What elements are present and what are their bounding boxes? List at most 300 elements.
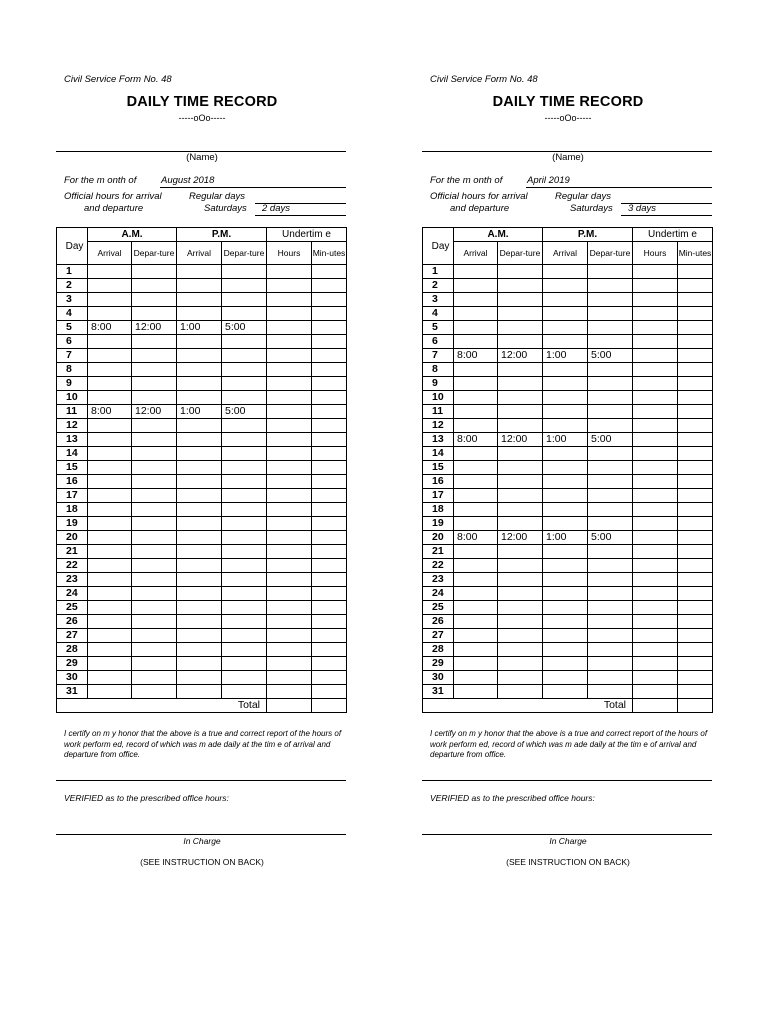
pm-departure-cell[interactable] (222, 545, 267, 559)
am-departure-cell[interactable] (498, 279, 543, 293)
minutes-cell[interactable] (678, 615, 713, 629)
minutes-cell[interactable] (312, 279, 347, 293)
pm-arrival-cell[interactable] (543, 601, 588, 615)
am-arrival-cell[interactable] (454, 461, 498, 475)
total-hours-cell[interactable] (633, 699, 678, 713)
pm-arrival-cell[interactable] (177, 419, 222, 433)
pm-departure-cell[interactable] (222, 377, 267, 391)
am-arrival-cell[interactable] (88, 601, 132, 615)
hours-cell[interactable] (267, 517, 312, 531)
minutes-cell[interactable] (312, 503, 347, 517)
minutes-cell[interactable] (678, 545, 713, 559)
am-departure-cell[interactable] (132, 629, 177, 643)
am-departure-cell[interactable] (498, 629, 543, 643)
pm-arrival-cell[interactable] (177, 447, 222, 461)
pm-arrival-cell[interactable] (177, 629, 222, 643)
pm-departure-cell[interactable] (222, 489, 267, 503)
am-departure-cell[interactable] (132, 545, 177, 559)
am-departure-cell[interactable] (132, 517, 177, 531)
pm-arrival-cell[interactable] (543, 643, 588, 657)
pm-arrival-cell[interactable] (177, 377, 222, 391)
pm-departure-cell[interactable] (588, 559, 633, 573)
hours-cell[interactable] (267, 685, 312, 699)
minutes-cell[interactable] (678, 321, 713, 335)
am-departure-cell[interactable] (132, 573, 177, 587)
am-departure-cell[interactable] (498, 685, 543, 699)
pm-arrival-cell[interactable] (177, 461, 222, 475)
pm-departure-cell[interactable] (222, 559, 267, 573)
am-arrival-cell[interactable] (454, 657, 498, 671)
hours-cell[interactable] (633, 629, 678, 643)
pm-departure-cell[interactable] (588, 545, 633, 559)
pm-arrival-cell[interactable] (543, 335, 588, 349)
am-departure-cell[interactable] (132, 615, 177, 629)
am-arrival-cell[interactable] (88, 419, 132, 433)
pm-arrival-cell[interactable] (543, 475, 588, 489)
hours-cell[interactable] (633, 671, 678, 685)
minutes-cell[interactable] (678, 629, 713, 643)
am-departure-cell[interactable] (498, 587, 543, 601)
pm-departure-cell[interactable] (588, 503, 633, 517)
pm-arrival-cell[interactable] (177, 489, 222, 503)
minutes-cell[interactable] (312, 489, 347, 503)
am-arrival-cell[interactable] (454, 587, 498, 601)
pm-arrival-cell[interactable] (177, 279, 222, 293)
pm-departure-cell[interactable] (222, 433, 267, 447)
am-arrival-cell[interactable] (454, 363, 498, 377)
pm-arrival-cell[interactable] (177, 363, 222, 377)
am-departure-cell[interactable] (498, 419, 543, 433)
am-arrival-cell[interactable] (88, 265, 132, 279)
pm-arrival-cell[interactable] (543, 461, 588, 475)
am-departure-cell[interactable] (132, 377, 177, 391)
pm-arrival-cell[interactable] (177, 391, 222, 405)
am-departure-cell[interactable]: 12:00 (498, 433, 543, 447)
minutes-cell[interactable] (312, 363, 347, 377)
am-departure-cell[interactable] (132, 531, 177, 545)
pm-arrival-cell[interactable] (543, 685, 588, 699)
hours-cell[interactable] (633, 293, 678, 307)
am-arrival-cell[interactable] (454, 545, 498, 559)
minutes-cell[interactable] (312, 419, 347, 433)
pm-arrival-cell[interactable] (177, 531, 222, 545)
pm-arrival-cell[interactable] (543, 503, 588, 517)
hours-cell[interactable] (633, 405, 678, 419)
pm-departure-cell[interactable] (222, 685, 267, 699)
hours-cell[interactable] (267, 559, 312, 573)
am-departure-cell[interactable] (498, 671, 543, 685)
hours-cell[interactable] (267, 293, 312, 307)
hours-cell[interactable] (633, 265, 678, 279)
hours-cell[interactable] (267, 447, 312, 461)
hours-cell[interactable] (633, 419, 678, 433)
hours-cell[interactable] (633, 503, 678, 517)
pm-departure-cell[interactable]: 5:00 (588, 433, 633, 447)
am-arrival-cell[interactable] (88, 461, 132, 475)
pm-arrival-cell[interactable] (177, 307, 222, 321)
am-departure-cell[interactable] (498, 489, 543, 503)
am-departure-cell[interactable] (498, 265, 543, 279)
pm-departure-cell[interactable] (588, 601, 633, 615)
pm-arrival-cell[interactable] (177, 587, 222, 601)
pm-arrival-cell[interactable] (543, 391, 588, 405)
hours-cell[interactable] (267, 657, 312, 671)
pm-arrival-cell[interactable] (543, 321, 588, 335)
am-departure-cell[interactable] (498, 643, 543, 657)
total-minutes-cell[interactable] (312, 699, 347, 713)
am-arrival-cell[interactable] (454, 615, 498, 629)
minutes-cell[interactable] (678, 461, 713, 475)
am-arrival-cell[interactable] (88, 489, 132, 503)
pm-arrival-cell[interactable] (177, 349, 222, 363)
minutes-cell[interactable] (312, 461, 347, 475)
minutes-cell[interactable] (678, 293, 713, 307)
pm-arrival-cell[interactable] (177, 293, 222, 307)
hours-cell[interactable] (633, 545, 678, 559)
am-arrival-cell[interactable] (454, 405, 498, 419)
minutes-cell[interactable] (678, 671, 713, 685)
pm-departure-cell[interactable] (222, 587, 267, 601)
am-arrival-cell[interactable] (88, 531, 132, 545)
pm-arrival-cell[interactable]: 1:00 (543, 531, 588, 545)
minutes-cell[interactable] (312, 391, 347, 405)
pm-departure-cell[interactable] (222, 307, 267, 321)
minutes-cell[interactable] (678, 279, 713, 293)
minutes-cell[interactable] (678, 531, 713, 545)
pm-arrival-cell[interactable] (177, 335, 222, 349)
pm-departure-cell[interactable] (222, 279, 267, 293)
month-field[interactable] (526, 175, 712, 188)
minutes-cell[interactable] (678, 517, 713, 531)
pm-arrival-cell[interactable] (177, 671, 222, 685)
am-arrival-cell[interactable] (88, 503, 132, 517)
pm-departure-cell[interactable] (588, 419, 633, 433)
minutes-cell[interactable] (312, 433, 347, 447)
minutes-cell[interactable] (678, 447, 713, 461)
am-arrival-cell[interactable] (88, 447, 132, 461)
minutes-cell[interactable] (312, 545, 347, 559)
am-departure-cell[interactable] (498, 573, 543, 587)
am-departure-cell[interactable] (498, 503, 543, 517)
hours-cell[interactable] (267, 531, 312, 545)
pm-departure-cell[interactable] (222, 363, 267, 377)
am-departure-cell[interactable] (498, 657, 543, 671)
pm-departure-cell[interactable]: 5:00 (222, 321, 267, 335)
hours-cell[interactable] (267, 405, 312, 419)
pm-arrival-cell[interactable] (177, 503, 222, 517)
hours-cell[interactable] (633, 587, 678, 601)
minutes-cell[interactable] (312, 321, 347, 335)
am-arrival-cell[interactable]: 8:00 (88, 405, 132, 419)
pm-arrival-cell[interactable] (543, 279, 588, 293)
minutes-cell[interactable] (312, 573, 347, 587)
am-arrival-cell[interactable] (88, 629, 132, 643)
am-departure-cell[interactable] (498, 321, 543, 335)
pm-departure-cell[interactable]: 5:00 (588, 531, 633, 545)
hours-cell[interactable] (267, 489, 312, 503)
minutes-cell[interactable] (312, 629, 347, 643)
pm-arrival-cell[interactable] (177, 433, 222, 447)
minutes-cell[interactable] (678, 573, 713, 587)
pm-arrival-cell[interactable] (543, 363, 588, 377)
am-departure-cell[interactable] (498, 517, 543, 531)
am-arrival-cell[interactable] (88, 573, 132, 587)
pm-departure-cell[interactable] (222, 265, 267, 279)
minutes-cell[interactable] (678, 601, 713, 615)
hours-cell[interactable] (267, 587, 312, 601)
pm-departure-cell[interactable] (222, 671, 267, 685)
hours-cell[interactable] (633, 433, 678, 447)
hours-cell[interactable] (267, 321, 312, 335)
pm-departure-cell[interactable] (222, 419, 267, 433)
pm-arrival-cell[interactable] (543, 657, 588, 671)
am-departure-cell[interactable] (132, 657, 177, 671)
hours-cell[interactable] (267, 377, 312, 391)
pm-departure-cell[interactable] (588, 587, 633, 601)
minutes-cell[interactable] (312, 531, 347, 545)
am-arrival-cell[interactable]: 8:00 (454, 531, 498, 545)
am-departure-cell[interactable] (132, 489, 177, 503)
hours-cell[interactable] (633, 377, 678, 391)
pm-arrival-cell[interactable] (543, 405, 588, 419)
pm-departure-cell[interactable] (588, 489, 633, 503)
pm-arrival-cell[interactable] (543, 307, 588, 321)
hours-cell[interactable] (267, 349, 312, 363)
hours-cell[interactable] (633, 475, 678, 489)
am-departure-cell[interactable] (132, 335, 177, 349)
pm-arrival-cell[interactable] (543, 377, 588, 391)
minutes-cell[interactable] (678, 405, 713, 419)
pm-departure-cell[interactable] (588, 447, 633, 461)
saturdays-field[interactable] (255, 203, 346, 216)
am-departure-cell[interactable] (498, 461, 543, 475)
minutes-cell[interactable] (678, 349, 713, 363)
pm-departure-cell[interactable]: 5:00 (222, 405, 267, 419)
pm-arrival-cell[interactable] (543, 559, 588, 573)
am-departure-cell[interactable] (132, 265, 177, 279)
hours-cell[interactable] (633, 685, 678, 699)
am-arrival-cell[interactable] (454, 447, 498, 461)
minutes-cell[interactable] (312, 335, 347, 349)
pm-arrival-cell[interactable]: 1:00 (543, 349, 588, 363)
am-departure-cell[interactable] (498, 377, 543, 391)
pm-arrival-cell[interactable] (177, 643, 222, 657)
pm-arrival-cell[interactable] (177, 545, 222, 559)
pm-departure-cell[interactable] (222, 475, 267, 489)
pm-arrival-cell[interactable] (543, 615, 588, 629)
am-departure-cell[interactable] (132, 419, 177, 433)
minutes-cell[interactable] (312, 405, 347, 419)
minutes-cell[interactable] (678, 433, 713, 447)
pm-departure-cell[interactable] (588, 475, 633, 489)
pm-arrival-cell[interactable]: 1:00 (177, 321, 222, 335)
am-departure-cell[interactable] (132, 643, 177, 657)
am-arrival-cell[interactable] (454, 559, 498, 573)
minutes-cell[interactable] (312, 517, 347, 531)
am-arrival-cell[interactable] (454, 685, 498, 699)
pm-departure-cell[interactable] (222, 349, 267, 363)
pm-arrival-cell[interactable] (177, 475, 222, 489)
pm-arrival-cell[interactable] (177, 559, 222, 573)
minutes-cell[interactable] (678, 587, 713, 601)
pm-departure-cell[interactable] (222, 573, 267, 587)
pm-departure-cell[interactable] (588, 573, 633, 587)
am-departure-cell[interactable] (498, 475, 543, 489)
minutes-cell[interactable] (312, 265, 347, 279)
hours-cell[interactable] (633, 307, 678, 321)
hours-cell[interactable] (633, 363, 678, 377)
am-arrival-cell[interactable] (88, 433, 132, 447)
pm-departure-cell[interactable] (222, 643, 267, 657)
am-departure-cell[interactable] (132, 363, 177, 377)
hours-cell[interactable] (267, 363, 312, 377)
minutes-cell[interactable] (312, 643, 347, 657)
hours-cell[interactable] (267, 307, 312, 321)
pm-arrival-cell[interactable] (543, 573, 588, 587)
hours-cell[interactable] (267, 391, 312, 405)
pm-arrival-cell[interactable] (543, 671, 588, 685)
pm-arrival-cell[interactable] (543, 419, 588, 433)
minutes-cell[interactable] (312, 559, 347, 573)
pm-departure-cell[interactable] (222, 517, 267, 531)
pm-departure-cell[interactable] (588, 671, 633, 685)
am-arrival-cell[interactable] (88, 391, 132, 405)
pm-arrival-cell[interactable] (543, 517, 588, 531)
pm-departure-cell[interactable] (588, 335, 633, 349)
minutes-cell[interactable] (678, 335, 713, 349)
am-arrival-cell[interactable] (454, 293, 498, 307)
pm-arrival-cell[interactable] (543, 489, 588, 503)
hours-cell[interactable] (267, 573, 312, 587)
minutes-cell[interactable] (678, 265, 713, 279)
am-departure-cell[interactable]: 12:00 (132, 321, 177, 335)
am-arrival-cell[interactable] (88, 657, 132, 671)
pm-arrival-cell[interactable] (177, 265, 222, 279)
minutes-cell[interactable] (312, 685, 347, 699)
pm-departure-cell[interactable] (588, 391, 633, 405)
saturdays-field[interactable] (621, 203, 712, 216)
am-departure-cell[interactable] (498, 293, 543, 307)
am-arrival-cell[interactable] (88, 335, 132, 349)
minutes-cell[interactable] (312, 587, 347, 601)
am-arrival-cell[interactable] (454, 671, 498, 685)
pm-arrival-cell[interactable] (543, 447, 588, 461)
am-departure-cell[interactable] (132, 279, 177, 293)
am-departure-cell[interactable]: 12:00 (498, 531, 543, 545)
hours-cell[interactable] (633, 531, 678, 545)
pm-departure-cell[interactable] (588, 629, 633, 643)
pm-arrival-cell[interactable] (177, 657, 222, 671)
am-arrival-cell[interactable] (88, 545, 132, 559)
total-minutes-cell[interactable] (678, 699, 713, 713)
hours-cell[interactable] (633, 349, 678, 363)
am-arrival-cell[interactable] (454, 419, 498, 433)
pm-departure-cell[interactable] (222, 447, 267, 461)
am-arrival-cell[interactable] (88, 587, 132, 601)
pm-departure-cell[interactable] (588, 643, 633, 657)
am-departure-cell[interactable] (132, 671, 177, 685)
hours-cell[interactable] (633, 615, 678, 629)
am-departure-cell[interactable]: 12:00 (498, 349, 543, 363)
pm-departure-cell[interactable] (222, 531, 267, 545)
pm-departure-cell[interactable] (222, 629, 267, 643)
minutes-cell[interactable] (678, 377, 713, 391)
am-departure-cell[interactable] (132, 587, 177, 601)
am-departure-cell[interactable] (132, 559, 177, 573)
pm-departure-cell[interactable] (222, 461, 267, 475)
am-departure-cell[interactable] (498, 335, 543, 349)
pm-arrival-cell[interactable] (177, 601, 222, 615)
am-arrival-cell[interactable] (88, 363, 132, 377)
am-departure-cell[interactable] (498, 615, 543, 629)
hours-cell[interactable] (633, 279, 678, 293)
am-departure-cell[interactable] (132, 433, 177, 447)
am-arrival-cell[interactable] (454, 321, 498, 335)
pm-arrival-cell[interactable]: 1:00 (543, 433, 588, 447)
minutes-cell[interactable] (678, 503, 713, 517)
hours-cell[interactable] (267, 419, 312, 433)
pm-arrival-cell[interactable] (543, 545, 588, 559)
pm-departure-cell[interactable] (222, 293, 267, 307)
pm-departure-cell[interactable] (588, 363, 633, 377)
hours-cell[interactable] (267, 629, 312, 643)
am-departure-cell[interactable] (498, 391, 543, 405)
am-departure-cell[interactable] (498, 545, 543, 559)
hours-cell[interactable] (267, 265, 312, 279)
month-field[interactable] (160, 175, 346, 188)
am-arrival-cell[interactable] (88, 349, 132, 363)
hours-cell[interactable] (633, 461, 678, 475)
minutes-cell[interactable] (312, 657, 347, 671)
minutes-cell[interactable] (678, 391, 713, 405)
minutes-cell[interactable] (312, 447, 347, 461)
am-departure-cell[interactable] (132, 461, 177, 475)
minutes-cell[interactable] (312, 601, 347, 615)
pm-arrival-cell[interactable] (543, 265, 588, 279)
pm-departure-cell[interactable] (588, 685, 633, 699)
am-arrival-cell[interactable] (88, 377, 132, 391)
hours-cell[interactable] (633, 517, 678, 531)
am-arrival-cell[interactable] (454, 643, 498, 657)
pm-arrival-cell[interactable]: 1:00 (177, 405, 222, 419)
pm-departure-cell[interactable] (588, 279, 633, 293)
hours-cell[interactable] (633, 321, 678, 335)
am-departure-cell[interactable] (132, 601, 177, 615)
pm-arrival-cell[interactable] (543, 629, 588, 643)
am-departure-cell[interactable] (498, 559, 543, 573)
am-arrival-cell[interactable] (454, 503, 498, 517)
am-arrival-cell[interactable] (454, 517, 498, 531)
minutes-cell[interactable] (312, 293, 347, 307)
am-arrival-cell[interactable] (454, 475, 498, 489)
pm-departure-cell[interactable] (588, 265, 633, 279)
pm-departure-cell[interactable] (222, 503, 267, 517)
am-arrival-cell[interactable] (88, 517, 132, 531)
am-arrival-cell[interactable] (454, 377, 498, 391)
hours-cell[interactable] (267, 279, 312, 293)
am-departure-cell[interactable] (498, 307, 543, 321)
am-departure-cell[interactable] (132, 503, 177, 517)
am-departure-cell[interactable] (498, 601, 543, 615)
minutes-cell[interactable] (678, 657, 713, 671)
minutes-cell[interactable] (678, 307, 713, 321)
am-arrival-cell[interactable]: 8:00 (88, 321, 132, 335)
pm-departure-cell[interactable] (222, 657, 267, 671)
hours-cell[interactable] (633, 573, 678, 587)
pm-departure-cell[interactable] (588, 657, 633, 671)
minutes-cell[interactable] (678, 643, 713, 657)
am-departure-cell[interactable]: 12:00 (132, 405, 177, 419)
